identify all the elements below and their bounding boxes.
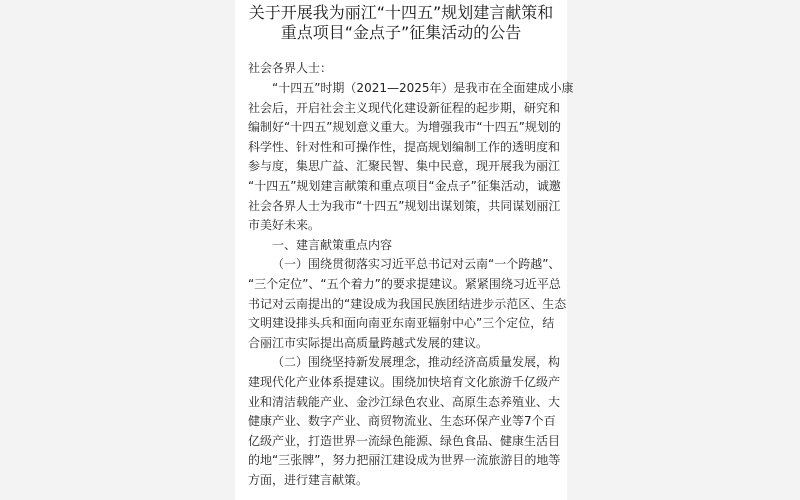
body-text-line: 建现代化产业体系提建议。围绕加快培育文化旅游千亿级产	[248, 375, 561, 389]
body-text-line: “十四五”时期（2021—2025年）是我市在全面建成小康	[272, 81, 574, 95]
body-text-line: （一）围绕贯彻落实习近平总书记对云南“一个跨越”、	[272, 257, 561, 272]
body-text-line: 科学性、针对性和可操作性，提高规划编制工作的透明度和	[248, 139, 561, 154]
body-text-line: “三个定位”、“五个着力”的要求提建议。紧紧围绕习近平总	[248, 277, 561, 291]
document-page	[235, 0, 574, 500]
body-text-line: 书记对云南提出的“建设成为我国民族团结进步示范区、生态	[248, 296, 567, 311]
body-text-line: 社会后，开启社会主义现代化建设新征程的起步期，研究和	[248, 100, 561, 115]
body-text-line: 参与度，集思广益、汇聚民智、集中民意，现开展我为丽江	[248, 159, 561, 174]
body-text-line: 方面，进行建言献策。	[248, 473, 369, 487]
body-text-line: 社会各界人士为我市“十四五”规划出谋划策，共同谋划丽江	[248, 198, 561, 213]
body-text-line: 合丽江市实际提出高质量跨越式发展的建议。	[248, 335, 489, 350]
body-text-line: 市美好未来。	[248, 218, 321, 233]
salutation: 社会各界人士：	[248, 61, 333, 75]
body-text-line: （二）围绕坚持新发展理念，推动经济高质量发展，构	[272, 355, 561, 370]
body-text-line: 业和清洁载能产业、金沙江绿色农业、高原生态养殖业、大	[248, 394, 561, 409]
document-title-line-1: 关于开展我为丽江“十四五”规划建言献策和	[248, 3, 554, 22]
body-text-line: 编制好“十四五”规划意义重大。为增强我市“十四五”规划的	[248, 120, 561, 135]
body-text-line: 健康产业、数字产业、商贸物流业、生态环保产业等7个百	[248, 414, 556, 429]
body-text-line: “十四五”规划建言献策和重点项目“金点子”征集活动，诚邀	[248, 179, 561, 193]
body-text-line: 文明建设排头兵和面向南亚东南亚辐射中心”三个定位，结	[248, 316, 555, 331]
body-text-line: 亿级产业，打造世界一流绿色能源、绿色食品、健康生活目	[248, 433, 561, 448]
body-text-line: 一、建言献策重点内容	[272, 237, 393, 252]
document-title-line-2: 重点项目“金点子”征集活动的公告	[280, 23, 522, 42]
body-text-line: 的地“三张牌”，努力把丽江建设成为世界一流旅游目的地等	[248, 453, 561, 468]
